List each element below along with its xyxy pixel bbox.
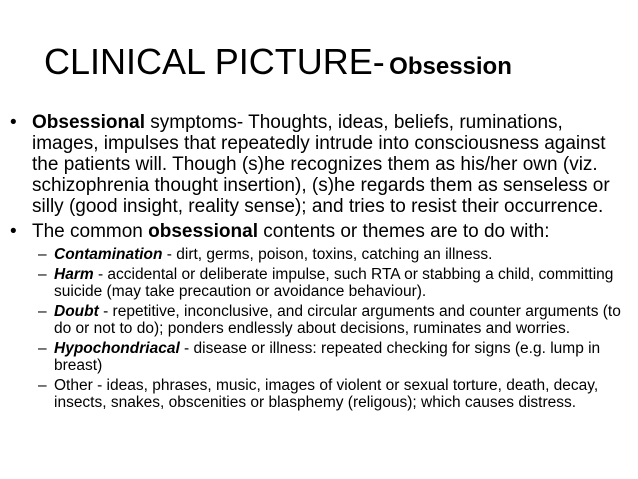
slide-title-sub: Obsession (389, 53, 512, 80)
theme-item (8, 246, 632, 263)
dash-marker: – (38, 340, 47, 357)
bullet-keyword: Obsessional (32, 112, 145, 133)
theme-item (8, 266, 632, 300)
theme-text: - dirt, germs, poison, toxins, catching an illness. (162, 246, 493, 263)
dash-marker: – (38, 246, 47, 263)
theme-term: Doubt (54, 303, 99, 320)
bullet-item (8, 221, 632, 242)
theme-text: - repetitive, inconclusive, and circular arguments and counter arguments (to do or not to do); ponders endlessly about decisions, ruminates and worries. (54, 303, 621, 337)
theme-item (8, 303, 632, 337)
dash-marker: – (38, 266, 47, 283)
theme-text: - disease or illness: repeated checking for signs (e.g. lump in breast) (54, 340, 601, 374)
theme-term: Harm (54, 266, 94, 283)
theme-items (8, 246, 632, 411)
slide-title (44, 41, 512, 82)
theme-term: Hypochondriacal (54, 340, 180, 357)
bullet-marker: • (10, 112, 17, 133)
slide-title-main: CLINICAL PICTURE- (44, 41, 385, 82)
bullet-marker: • (10, 221, 17, 242)
bullet-keyword: obsessional (148, 221, 258, 242)
theme-item (8, 377, 632, 411)
dash-marker: – (38, 377, 47, 394)
bullet-text-prefix: The common (32, 221, 149, 242)
slide-body (8, 112, 632, 414)
theme-term: Contamination (54, 246, 163, 263)
bullet-text: contents or themes are to do with: (257, 221, 550, 242)
bullet-item (8, 112, 632, 217)
theme-item (8, 340, 632, 374)
dash-marker: – (38, 303, 47, 320)
bullet-text: symptoms- Thoughts, ideas, beliefs, ruminations, images, impulses that repeatedly intrude into consciousness against the patients will. Though (s)he recognizes them as his/her own (viz. schizophrenia thought insertion), (s)he regards them as senseless or silly (good insight, reality sense); and tries to resist their occurrence. (32, 112, 610, 217)
theme-text: - accidental or deliberate impulse, such RTA or stabbing a child, committing suicide (may take precaution or avoidance behaviour). (54, 266, 614, 300)
theme-text: Other - ideas, phrases, music, images of violent or sexual torture, death, decay, insects, snakes, obscenities or blasphemy (religous); which causes distress. (54, 377, 599, 411)
